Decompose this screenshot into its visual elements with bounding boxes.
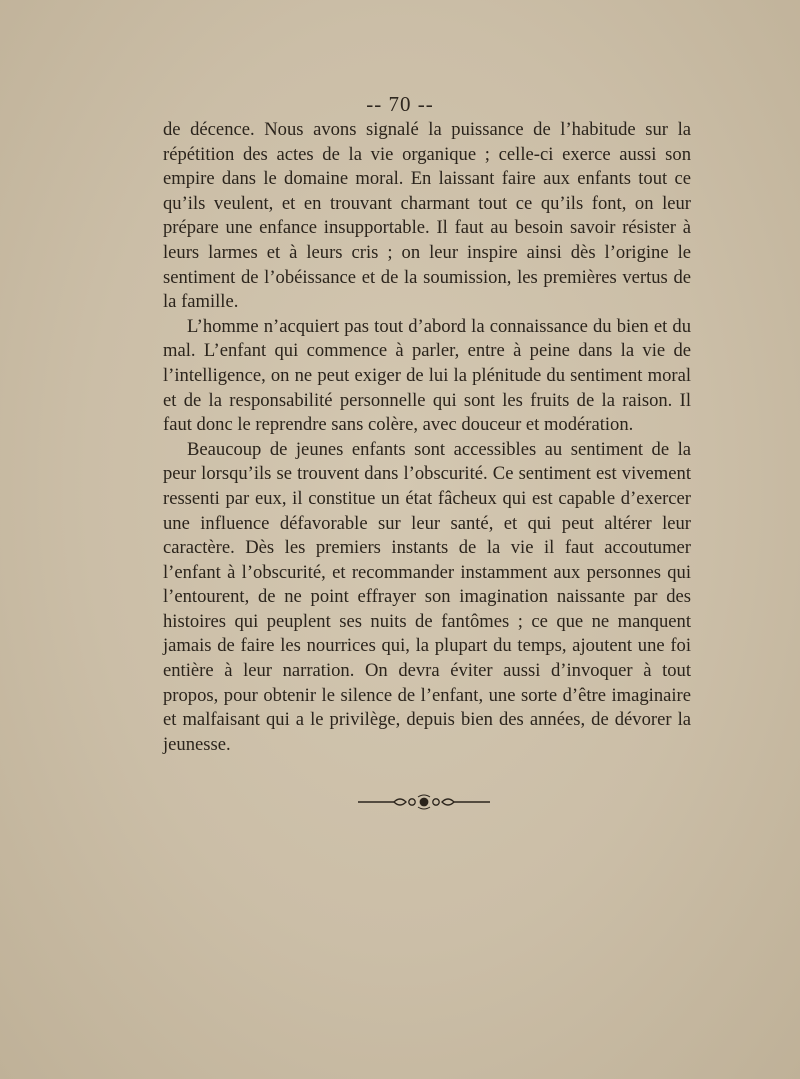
fleuron-divider-icon: [358, 793, 490, 811]
body-text: [163, 118, 691, 757]
paragraph-1: de décence. Nous avons signalé la puissance de l’habitude sur la répétition des actes de la vie organique ; celle-ci exerce aussi son empire dans le domaine moral. En laissant faire aux enfants tout ce qu’ils veulent, et en trouvant charmant tout ce qu’ils font, on leur prépare une enfance insupportable. Il faut au besoin savoir résister à leurs larmes et à leurs cris ; on leur inspire ainsi dès l’origine le sentiment de l’obéissance et de la soumission, les premières vertus de la famille.: [163, 119, 691, 313]
paragraph-2: L’homme n’acquiert pas tout d’abord la connaissance du bien et du mal. L’enfant qui commence à parler, entre à peine dans la vie de l’intelligence, on ne peut exiger de lui la plénitude du sentiment moral et de la responsabilité personnelle qui sont les fruits de la raison. Il faut donc le reprendre sans colère, avec douceur et modération.: [163, 315, 691, 436]
paragraph-3: Beaucoup de jeunes enfants sont accessibles au sentiment de la peur lorsqu’ils se trouvent dans l’obscurité. Ce sentiment est vivement ressenti par eux, il constitue un état fâcheux qui est capable d’exercer une influence défavorable sur leur santé, et qui peut altérer leur caractère. Dès les premiers instants de la vie il faut accoutumer l’enfant à l’obscurité, et recommander instamment aux personnes qui l’entourent, de ne point effrayer son imagination naissante par des histoires qui peuplent ses nuits de fantômes ; ce que ne manquent jamais de faire les nourrices qui, la plupart du temps, ajoutent une foi entière à leur narration. On devra éviter aussi d’invoquer à tout propos, pour obtenir le silence de l’enfant, une sorte d’être imaginaire et malfaisant qui a le privilège, depuis bien des années, de dévorer la jeunesse.: [163, 438, 691, 755]
page-number: -- 70 --: [366, 92, 434, 116]
